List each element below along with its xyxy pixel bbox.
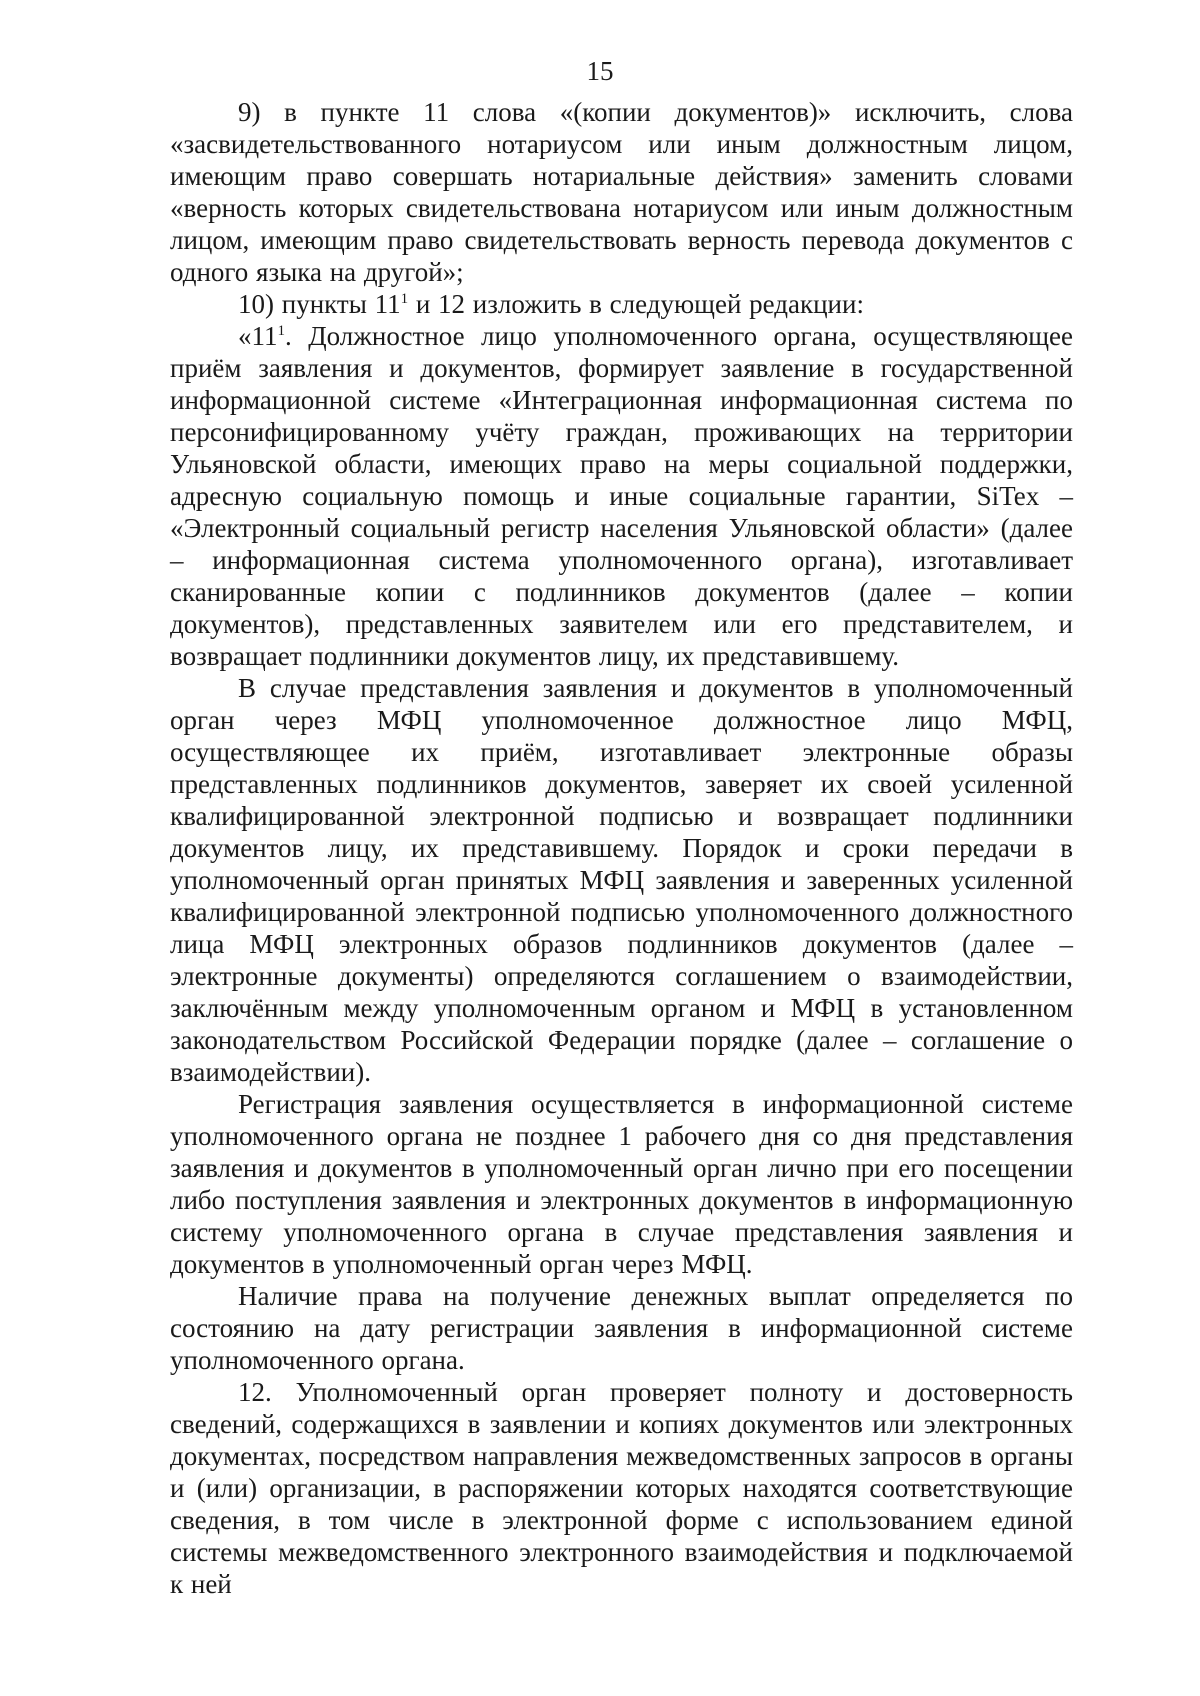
paragraph-point-11-1-text: . Должностное лицо уполномоченного органа, осуществляющее приём заявления и документов, формирует заявление в государственной информационной системе «Интеграционная информационная система по персонифицированному учёту граждан, проживающих на территории Ульяновской области, имеющих право на меры социальной поддержки, адресную социальную помощь и иные социальные гарантии, SiTex – «Электронный социальный регистр населения Ульяновской области» (далее – информационная система уполномоченного органа), изготавливает сканированные копии с подлинников документов (далее – копии документов), представленных заявителем или его представителем, и возвращает подлинники документов лицу, их представившему. — [170, 321, 1073, 671]
paragraph-item-10-end: и 12 изложить в следующей редакции: — [408, 289, 864, 319]
paragraph-point-11-1-start: «11 — [238, 321, 278, 351]
paragraph-registration: Регистрация заявления осуществляется в информационной системе уполномоченного органа не позднее 1 рабочего дня со дня представления заявления и документов в уполномоченный орган лично при его посещении либо поступления заявления и электронных документов в информационную систему уполномоченного органа в случае представления заявления и документов в уполномоченный орган через МФЦ. — [170, 1089, 1073, 1279]
superscript-marker: 1 — [277, 323, 285, 339]
paragraph-item-9: 9) в пункте 11 слова «(копии документов)» исключить, слова «засвидетельствованного нотариусом или иным должностным лицом, имеющим право совершать нотариальные действия» заменить словами «верность которых свидетельствована нотариусом или иным должностным лицом, имеющим право свидетельствовать верность перевода документов с одного языка на другой»; — [170, 97, 1073, 287]
page-number: 15 — [586, 56, 614, 86]
paragraph-mfc-submission: В случае представления заявления и документов в уполномоченный орган через МФЦ уполномоченное должностное лицо МФЦ, осуществляющее их приём, изготавливает электронные образы представленных подлинников документов, заверяет их своей усиленной квалифицированной электронной подписью и возвращает подлинники документов лицу, их представившему. Порядок и сроки передачи в уполномоченный орган принятых МФЦ заявления и заверенных усиленной квалифицированной электронной подписью уполномоченного должностного лица МФЦ электронных образов подлинников документов (далее – электронные документы) определяются соглашением о взаимодействии, заключённым между уполномоченным органом и МФЦ в установленном законодательством Российской Федерации порядке (далее – соглашение о взаимодействии). — [170, 673, 1073, 1087]
paragraph-item-10 — [170, 288, 1073, 320]
superscript-marker: 1 — [400, 291, 409, 307]
paragraph-point-11-1 — [170, 320, 1073, 672]
paragraph-payment-eligibility: Наличие права на получение денежных выплат определяется по состоянию на дату регистрации заявления в информационной системе уполномоченного органа. — [170, 1281, 1073, 1375]
document-body — [170, 96, 1073, 1600]
paragraph-point-12: 12. Уполномоченный орган проверяет полноту и достоверность сведений, содержащихся в заявлении и копиях документов или электронных документах, посредством направления межведомственных запросов в органы и (или) организации, в распоряжении которых находятся соответствующие сведения, в том числе в электронной форме с использованием единой системы межведомственного электронного взаимодействия и подключаемой к ней — [170, 1377, 1073, 1599]
paragraph-item-10-start: 10) пункты 11 — [238, 289, 401, 319]
